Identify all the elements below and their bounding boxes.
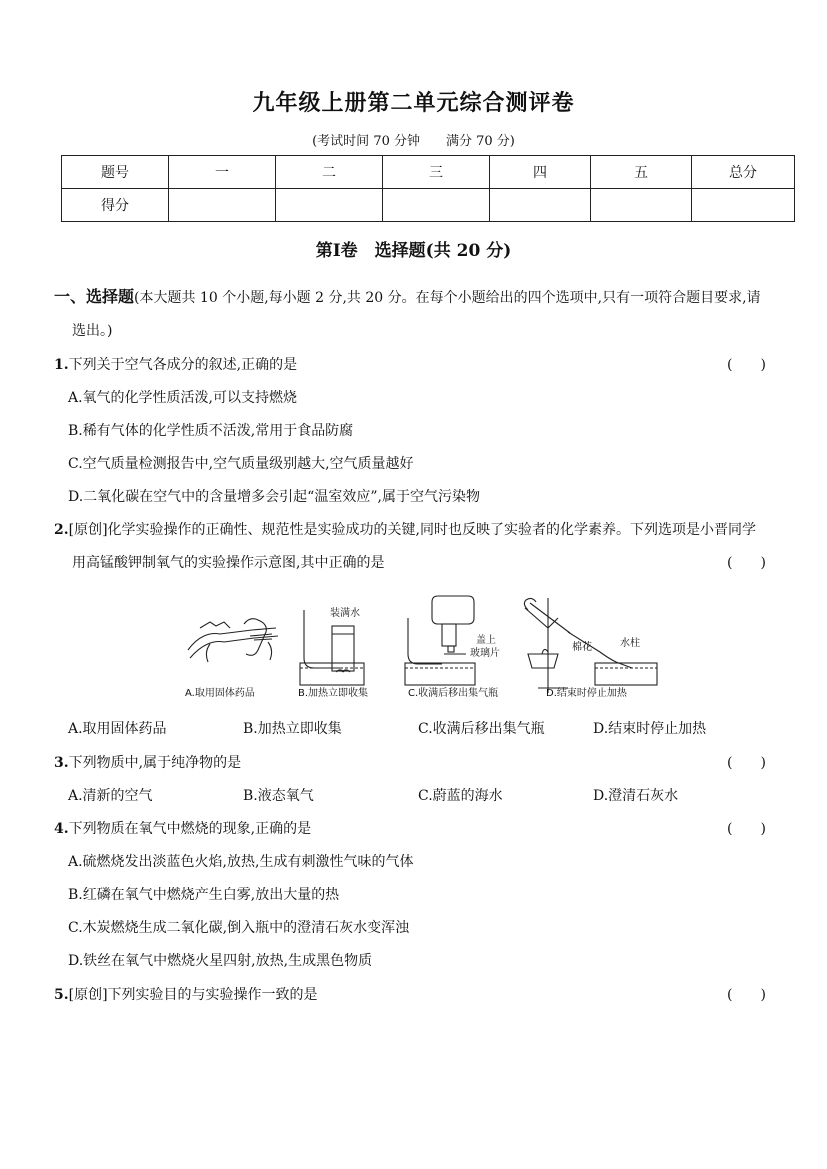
question-number: 1. xyxy=(54,357,69,373)
option-a[interactable]: A.硫燃烧发出淡蓝色火焰,放热,生成有刺激性气味的气体 xyxy=(68,854,414,870)
score-input-cell[interactable] xyxy=(276,189,383,222)
question-text: [原创]化学实验操作的正确性、规范性是实验成功的关键,同时也反映了实验者的化学素养。下列选项是小晋同学 xyxy=(68,522,756,538)
score-cell: 一 xyxy=(169,156,276,189)
answer-blank[interactable]: ( ) xyxy=(727,555,766,571)
score-cell: 总分 xyxy=(692,156,795,189)
score-cell: 二 xyxy=(276,156,383,189)
question-number: 2. xyxy=(54,522,69,538)
option-d[interactable]: D.澄清石灰水 xyxy=(593,788,679,804)
option-c[interactable]: C.蔚蓝的海水 xyxy=(418,788,503,804)
experiment-illustration xyxy=(180,588,660,703)
figure-label-full-water: 装满水 xyxy=(330,608,360,619)
score-input-cell[interactable] xyxy=(490,189,591,222)
exam-subtitle: (考试时间 70 分钟 满分 70 分) xyxy=(312,134,515,149)
figure-a-drawing xyxy=(188,619,278,662)
option-b[interactable]: B.加热立即收集 xyxy=(243,721,342,737)
figure-caption-d: D.结束时停止加热 xyxy=(546,688,627,699)
score-cell: 五 xyxy=(591,156,692,189)
figure-label-glass: 玻璃片 xyxy=(470,648,500,659)
part-intro xyxy=(54,284,761,307)
answer-blank[interactable]: ( ) xyxy=(727,755,766,771)
score-input-cell[interactable] xyxy=(692,189,795,222)
section-heading: 第Ⅰ卷 选择题(共 20 分) xyxy=(315,241,512,261)
figure-caption-b: B.加热立即收集 xyxy=(298,688,369,699)
score-table-score-row xyxy=(62,189,795,222)
option-a[interactable]: A.氧气的化学性质活泼,可以支持燃烧 xyxy=(68,390,298,406)
score-cell: 得分 xyxy=(62,189,169,222)
option-a[interactable]: A.取用固体药品 xyxy=(68,721,167,737)
question-number: 4. xyxy=(54,821,69,837)
question-text: 下列物质中,属于纯净物的是 xyxy=(68,755,242,771)
score-input-cell[interactable] xyxy=(591,189,692,222)
option-d[interactable]: D.铁丝在氧气中燃烧火星四射,放热,生成黑色物质 xyxy=(68,953,373,969)
option-b[interactable]: B.稀有气体的化学性质不活泼,常用于食品防腐 xyxy=(68,423,354,439)
question-5-stem xyxy=(54,984,318,1004)
figure-label-cotton: 棉花 xyxy=(572,642,592,653)
score-table-header-row xyxy=(62,156,795,189)
option-c[interactable]: C.木炭燃烧生成二氧化碳,倒入瓶中的澄清石灰水变浑浊 xyxy=(68,920,410,936)
score-input-cell[interactable] xyxy=(383,189,490,222)
question-number: 5. xyxy=(54,987,69,1003)
part-description: (本大题共 10 个小题,每小题 2 分,共 20 分。在每个小题给出的四个选项中,只有一项符合题目要求,请 xyxy=(134,290,761,306)
figure-b-drawing xyxy=(300,610,364,685)
option-d[interactable]: D.二氧化碳在空气中的含量增多会引起“温室效应”,属于空气污染物 xyxy=(68,489,480,505)
question-text: [原创]下列实验目的与实验操作一致的是 xyxy=(68,987,318,1003)
part-label: 一、选择题 xyxy=(54,287,135,306)
answer-blank[interactable]: ( ) xyxy=(727,987,766,1003)
score-cell: 三 xyxy=(383,156,490,189)
experiment-figure xyxy=(180,588,660,703)
option-a[interactable]: A.清新的空气 xyxy=(68,788,153,804)
figure-label-cover: 盖上 xyxy=(476,635,496,646)
option-b[interactable]: B.液态氧气 xyxy=(243,788,314,804)
question-2-stem xyxy=(54,519,756,539)
score-table xyxy=(61,155,795,222)
part-description-cont: 选出。) xyxy=(72,323,113,339)
figure-c-drawing xyxy=(405,596,475,685)
figure-caption-a: A.取用固体药品 xyxy=(185,688,255,699)
question-number: 3. xyxy=(54,755,69,771)
option-c[interactable]: C.空气质量检测报告中,空气质量级别越大,空气质量越好 xyxy=(68,456,414,472)
score-cell: 题号 xyxy=(62,156,169,189)
question-3-stem xyxy=(54,752,241,772)
answer-blank[interactable]: ( ) xyxy=(727,821,766,837)
score-cell: 四 xyxy=(490,156,591,189)
answer-blank[interactable]: ( ) xyxy=(727,357,766,373)
question-4-stem xyxy=(54,818,311,838)
question-text: 下列关于空气各成分的叙述,正确的是 xyxy=(68,357,298,373)
score-input-cell[interactable] xyxy=(169,189,276,222)
question-2-stem-cont: 用高锰酸钾制氧气的实验操作示意图,其中正确的是 xyxy=(72,555,385,571)
option-d[interactable]: D.结束时停止加热 xyxy=(593,721,707,737)
question-1-stem xyxy=(54,354,297,374)
option-c[interactable]: C.收满后移出集气瓶 xyxy=(418,721,545,737)
figure-label-water-column: 水柱 xyxy=(620,638,640,649)
figure-caption-c: C.收满后移出集气瓶 xyxy=(408,688,499,699)
page-title: 九年级上册第二单元综合测评卷 xyxy=(252,90,575,116)
option-b[interactable]: B.红磷在氧气中燃烧产生白雾,放出大量的热 xyxy=(68,887,340,903)
question-text: 下列物质在氧气中燃烧的现象,正确的是 xyxy=(68,821,312,837)
